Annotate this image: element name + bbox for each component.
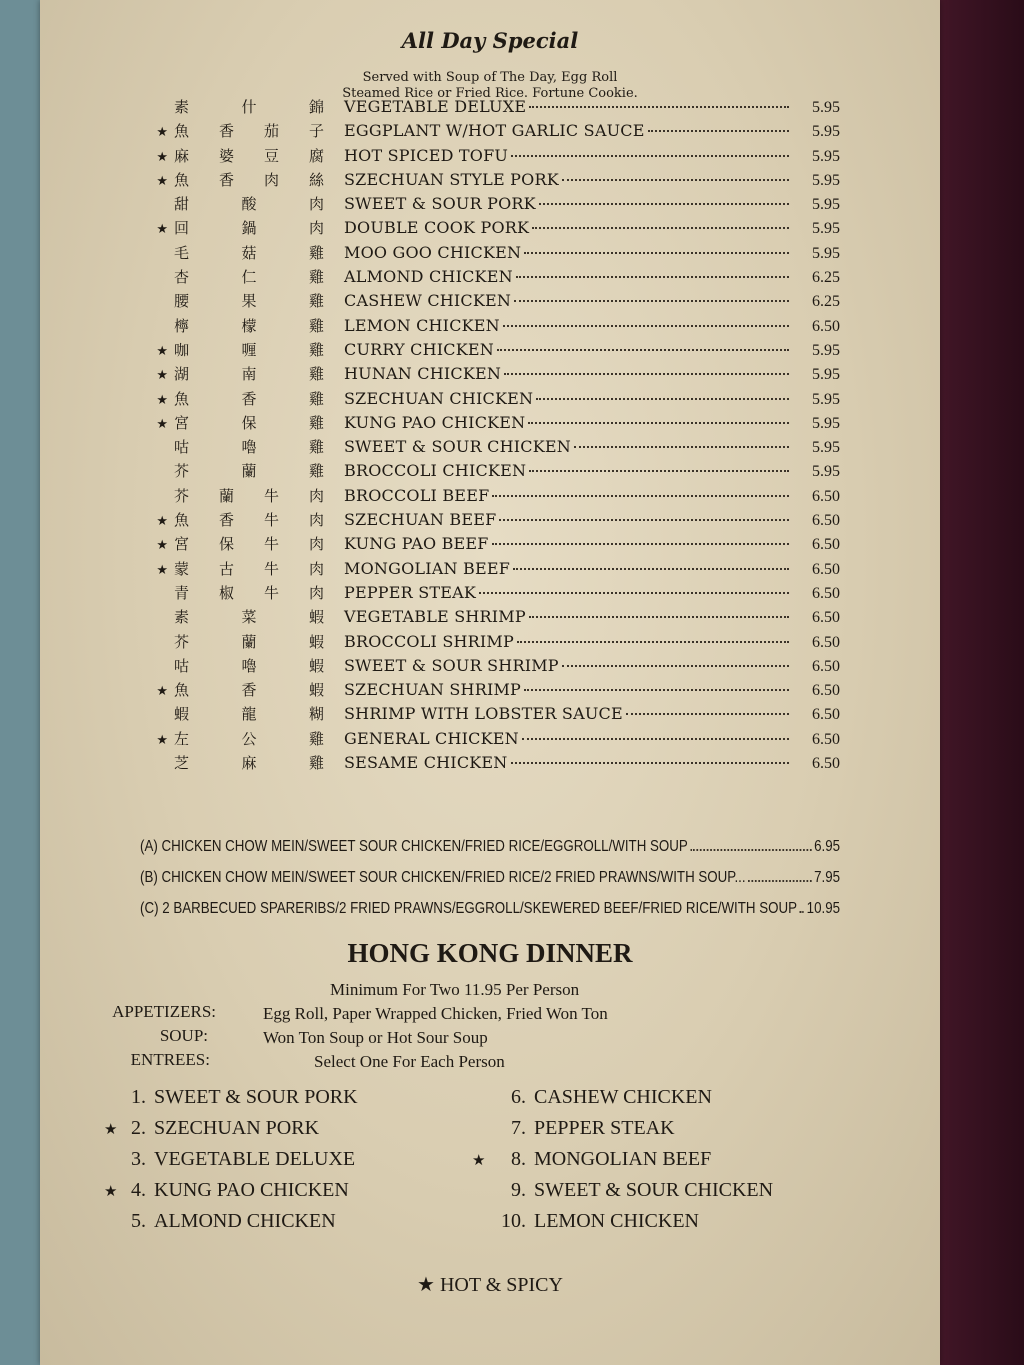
dot-leader xyxy=(574,446,789,448)
chinese-name: 麻 婆 豆 腐 xyxy=(174,146,324,165)
entree-item xyxy=(104,1117,319,1140)
appetizers-label: APPETIZERS: xyxy=(112,1002,216,1021)
entrees-label: ENTREES: xyxy=(130,1050,210,1069)
dish-price: 6.50 xyxy=(812,657,840,675)
chinese-name: 芥 蘭 蝦 xyxy=(174,632,324,651)
entree-number: 10. xyxy=(501,1210,526,1232)
menu-item xyxy=(150,242,840,266)
dot-leader xyxy=(517,641,789,643)
entree-number: 9. xyxy=(511,1179,526,1201)
dish-price: 6.25 xyxy=(812,293,840,311)
dish-name: SWEET & SOUR SHRIMP xyxy=(344,655,559,675)
chinese-name: 芥 蘭 雞 xyxy=(174,462,324,481)
chinese-name: 咕 嚕 蝦 xyxy=(174,656,324,675)
menu-item xyxy=(150,752,840,776)
dot-leader xyxy=(513,568,789,570)
dot-leader xyxy=(529,106,789,108)
dot-leader xyxy=(626,713,789,715)
chinese-name: 魚 香 牛 肉 xyxy=(174,511,324,530)
dish-name: KUNG PAO CHICKEN xyxy=(344,412,526,432)
dish-name: KUNG PAO BEEF xyxy=(344,534,489,554)
dish-price: 5.95 xyxy=(812,414,840,432)
chinese-name: 蝦 龍 糊 xyxy=(174,705,324,724)
menu-item xyxy=(150,460,840,484)
dot-leader xyxy=(648,130,789,132)
entree-number: 2. xyxy=(131,1117,146,1139)
entree-number: 1. xyxy=(131,1086,146,1108)
dish-price: 5.95 xyxy=(812,196,840,214)
chinese-name: 芥 蘭 牛 肉 xyxy=(174,486,324,505)
menu-item xyxy=(150,582,840,606)
menu-item xyxy=(150,509,840,533)
dish-price: 6.50 xyxy=(812,609,840,627)
dish-name: BROCCOLI CHICKEN xyxy=(344,461,527,481)
spicy-star-icon: ★ xyxy=(156,173,168,189)
chinese-name: 青 椒 牛 肉 xyxy=(174,583,324,602)
dish-name: SHRIMP WITH LOBSTER SAUCE xyxy=(344,704,623,724)
dish-name: SZECHUAN BEEF xyxy=(344,510,497,530)
chinese-name: 魚 香 肉 絲 xyxy=(174,170,324,189)
spicy-star-icon: ★ xyxy=(156,343,168,359)
dish-price: 5.95 xyxy=(812,366,840,384)
menu-item xyxy=(150,485,840,509)
menu-item xyxy=(150,266,840,290)
dish-price: 6.50 xyxy=(812,584,840,602)
dish-name: LEMON CHICKEN xyxy=(344,315,500,335)
menu-item xyxy=(150,412,840,436)
dish-price: 6.50 xyxy=(812,487,840,505)
dot-leader xyxy=(529,470,789,472)
minimum-line: Minimum For Two 11.95 Per Person xyxy=(330,980,580,999)
dish-name: HUNAN CHICKEN xyxy=(344,364,502,384)
entree-number: 7. xyxy=(511,1117,526,1139)
chinese-name: 素 什 錦 xyxy=(174,98,324,116)
soup-label: SOUP: xyxy=(159,1026,208,1045)
dish-price: 6.25 xyxy=(812,269,840,287)
entree-item xyxy=(472,1117,675,1140)
dish-price: 5.95 xyxy=(812,244,840,262)
dish-price: 6.50 xyxy=(812,633,840,651)
chinese-name: 魚 香 雞 xyxy=(174,389,324,408)
entree-item xyxy=(472,1179,773,1202)
dish-name: HOT SPICED TOFU xyxy=(344,145,509,165)
dot-leader xyxy=(528,422,789,424)
chinese-name: 素 菜 蝦 xyxy=(174,608,324,627)
dish-name: MOO GOO CHICKEN xyxy=(344,242,522,262)
spicy-star-icon: ★ xyxy=(156,514,168,530)
dish-price: 5.95 xyxy=(812,147,840,165)
menu-item xyxy=(150,631,840,655)
spicy-star-icon: ★ xyxy=(156,222,168,238)
menu-item xyxy=(150,728,840,752)
entree-name: PEPPER STEAK xyxy=(534,1117,675,1139)
entree-name: SZECHUAN PORK xyxy=(154,1117,320,1139)
dish-price: 6.50 xyxy=(812,512,840,530)
chinese-name: 咕 嚕 雞 xyxy=(174,438,324,457)
menu-item xyxy=(150,655,840,679)
spicy-star-icon: ★ xyxy=(104,1184,118,1200)
chinese-name: 宮 保 牛 肉 xyxy=(174,535,324,554)
served-with-line-2: Steamed Rice or Fried Rice. Fortune Cookie. xyxy=(342,86,638,101)
entrees-text: Select One For Each Person xyxy=(314,1052,505,1071)
dot-leader xyxy=(511,155,789,157)
entree-name: SWEET & SOUR PORK xyxy=(154,1086,358,1108)
dish-price: 6.50 xyxy=(812,560,840,578)
dish-name: SZECHUAN CHICKEN xyxy=(344,388,534,408)
dot-leader xyxy=(511,762,790,764)
spicy-star-icon: ★ xyxy=(156,562,168,578)
dish-name: CASHEW CHICKEN xyxy=(344,291,512,311)
entree-item xyxy=(104,1086,358,1109)
dish-name: VEGETABLE DELUXE xyxy=(344,97,527,116)
dish-name: DOUBLE COOK PORK xyxy=(344,218,530,238)
chinese-name: 湖 南 雞 xyxy=(174,365,324,384)
spicy-star-icon: ★ xyxy=(156,125,168,141)
entree-item xyxy=(104,1148,355,1171)
entree-name: MONGOLIAN BEEF xyxy=(534,1148,712,1170)
dot-leader xyxy=(524,252,789,254)
entree-number: 5. xyxy=(131,1210,146,1232)
spicy-star-icon: ★ xyxy=(156,149,168,165)
entree-item xyxy=(472,1148,711,1171)
dot-leader xyxy=(499,519,789,521)
dot-leader xyxy=(492,495,789,497)
section-title: All Day Special xyxy=(401,28,579,53)
dot-leader xyxy=(800,895,805,913)
dish-price: 5.95 xyxy=(812,390,840,408)
menu-item xyxy=(150,193,840,217)
menu-item xyxy=(150,606,840,630)
menu-item xyxy=(150,388,840,412)
dish-name: GENERAL CHICKEN xyxy=(344,728,519,748)
dish-name: SZECHUAN SHRIMP xyxy=(344,680,522,700)
dish-price: 6.50 xyxy=(812,317,840,335)
dish-name: SZECHUAN STYLE PORK xyxy=(344,169,559,189)
combo-price: 6.95 xyxy=(814,838,841,855)
spicy-star-icon: ★ xyxy=(156,732,168,748)
dish-name: ALMOND CHICKEN xyxy=(344,267,513,287)
served-with-line-1: Served with Soup of The Day, Egg Roll xyxy=(362,70,618,85)
chinese-name: 左 公 雞 xyxy=(174,729,324,748)
chinese-name: 宮 保 雞 xyxy=(174,413,324,432)
dot-leader xyxy=(690,833,811,851)
entree-number: 8. xyxy=(511,1148,526,1170)
menu-item xyxy=(150,533,840,557)
spicy-star-icon: ★ xyxy=(104,1122,118,1138)
dish-name: BROCCOLI SHRIMP xyxy=(344,631,514,651)
dish-price: 5.95 xyxy=(812,439,840,457)
entree-number: 6. xyxy=(511,1086,526,1108)
spicy-star-icon: ★ xyxy=(156,684,168,700)
chinese-name: 魚 香 茄 子 xyxy=(174,122,324,141)
entree-name: ALMOND CHICKEN xyxy=(154,1210,336,1232)
dish-price: 5.95 xyxy=(812,341,840,359)
dish-price: 6.50 xyxy=(812,730,840,748)
menu-item xyxy=(150,339,840,363)
dish-name: VEGETABLE SHRIMP xyxy=(344,607,526,627)
combo-item xyxy=(140,869,840,887)
soup-text: Won Ton Soup or Hot Sour Soup xyxy=(263,1028,488,1047)
entree-item xyxy=(472,1086,712,1109)
dish-price: 6.50 xyxy=(812,682,840,700)
entree-name: LEMON CHICKEN xyxy=(534,1210,699,1232)
dot-leader xyxy=(514,300,789,302)
menu-item xyxy=(150,558,840,582)
menu-item xyxy=(150,217,840,241)
dish-price: 6.50 xyxy=(812,706,840,724)
combo-text: (A) CHICKEN CHOW MEIN/SWEET SOUR CHICKEN/FRIED RICE/EGGROLL/WITH SOUP xyxy=(140,838,688,855)
combo-price: 10.95 xyxy=(806,900,841,917)
menu-item-list xyxy=(150,96,840,776)
dot-leader xyxy=(529,616,789,618)
chinese-name: 芝 麻 雞 xyxy=(174,754,324,773)
combo-text: (C) 2 BARBECUED SPARERIBS/2 FRIED PRAWNS/EGGROLL/SKEWERED BEEF/FRIED RICE/WITH SOUP xyxy=(140,900,797,917)
spicy-star-icon: ★ xyxy=(156,368,168,384)
hot-spicy-legend: ★ HOT & SPICY xyxy=(417,1274,563,1296)
entree-number: 4. xyxy=(131,1179,146,1201)
entree-item xyxy=(104,1179,349,1202)
dish-name: SESAME CHICKEN xyxy=(344,753,508,773)
dish-name: BROCCOLI BEEF xyxy=(344,485,490,505)
chinese-name: 毛 菇 雞 xyxy=(174,243,324,262)
appetizers-text: Egg Roll, Paper Wrapped Chicken, Fried Won Ton xyxy=(263,1004,608,1023)
spicy-star-icon: ★ xyxy=(156,392,168,408)
dot-leader xyxy=(516,276,789,278)
dot-leader xyxy=(522,738,789,740)
menu-item xyxy=(150,120,840,144)
entree-name: SWEET & SOUR CHICKEN xyxy=(534,1179,774,1201)
menu-item xyxy=(150,703,840,727)
hong-kong-dinner-title: HONG KONG DINNER xyxy=(347,938,633,968)
combo-text: (B) CHICKEN CHOW MEIN/SWEET SOUR CHICKEN/FRIED RICE/2 FRIED PRAWNS/WITH SOUP... xyxy=(140,869,746,886)
dot-leader xyxy=(479,592,789,594)
dot-leader xyxy=(536,398,789,400)
dish-price: 5.95 xyxy=(812,123,840,141)
dot-leader xyxy=(524,689,789,691)
menu-item xyxy=(150,169,840,193)
chinese-name: 咖 喱 雞 xyxy=(174,340,324,359)
dish-price: 5.95 xyxy=(812,463,840,481)
chinese-name: 回 鍋 肉 xyxy=(174,219,324,238)
menu-item xyxy=(150,363,840,387)
combo-item xyxy=(140,900,840,918)
dish-name: SWEET & SOUR CHICKEN xyxy=(344,437,571,457)
menu-item xyxy=(150,315,840,339)
entree-item xyxy=(472,1210,699,1233)
chinese-name: 杏 仁 雞 xyxy=(174,268,324,287)
spicy-star-icon: ★ xyxy=(156,416,168,432)
entree-name: KUNG PAO CHICKEN xyxy=(154,1179,349,1201)
chinese-name: 甜 酸 肉 xyxy=(174,195,324,214)
spicy-star-icon: ★ xyxy=(156,538,168,554)
entree-name: VEGETABLE DELUXE xyxy=(154,1148,356,1170)
entree-number: 3. xyxy=(131,1148,146,1170)
dot-leader xyxy=(562,179,789,181)
dot-leader xyxy=(504,373,789,375)
dish-name: EGGPLANT W/HOT GARLIC SAUCE xyxy=(344,121,645,141)
dish-price: 5.95 xyxy=(812,99,840,116)
chinese-name: 腰 果 雞 xyxy=(174,292,324,311)
combo-price: 7.95 xyxy=(814,869,841,886)
entree-item xyxy=(104,1210,336,1233)
chinese-name: 檸 檬 雞 xyxy=(174,316,324,335)
dot-leader xyxy=(503,325,789,327)
menu-item xyxy=(150,145,840,169)
dot-leader xyxy=(532,227,789,229)
menu-item xyxy=(150,436,840,460)
chinese-name: 魚 香 蝦 xyxy=(174,681,324,700)
dish-price: 6.50 xyxy=(812,536,840,554)
spicy-star-icon: ★ xyxy=(472,1153,486,1169)
dish-name: PEPPER STEAK xyxy=(344,582,477,602)
dot-leader xyxy=(492,543,789,545)
menu-page xyxy=(40,0,940,1365)
dot-leader xyxy=(497,349,789,351)
dish-name: MONGOLIAN BEEF xyxy=(344,558,511,578)
dish-price: 6.50 xyxy=(812,755,840,773)
dish-price: 5.95 xyxy=(812,171,840,189)
dish-name: CURRY CHICKEN xyxy=(344,339,494,359)
entree-name: CASHEW CHICKEN xyxy=(534,1086,712,1108)
combo-item xyxy=(140,838,840,856)
chinese-name: 蒙 古 牛 肉 xyxy=(174,559,324,578)
dish-name: SWEET & SOUR PORK xyxy=(344,194,536,214)
menu-item xyxy=(150,96,840,120)
dot-leader xyxy=(539,203,789,205)
dot-leader xyxy=(748,864,811,882)
dot-leader xyxy=(562,665,789,667)
menu-item xyxy=(150,679,840,703)
menu-item xyxy=(150,290,840,314)
dish-price: 5.95 xyxy=(812,220,840,238)
